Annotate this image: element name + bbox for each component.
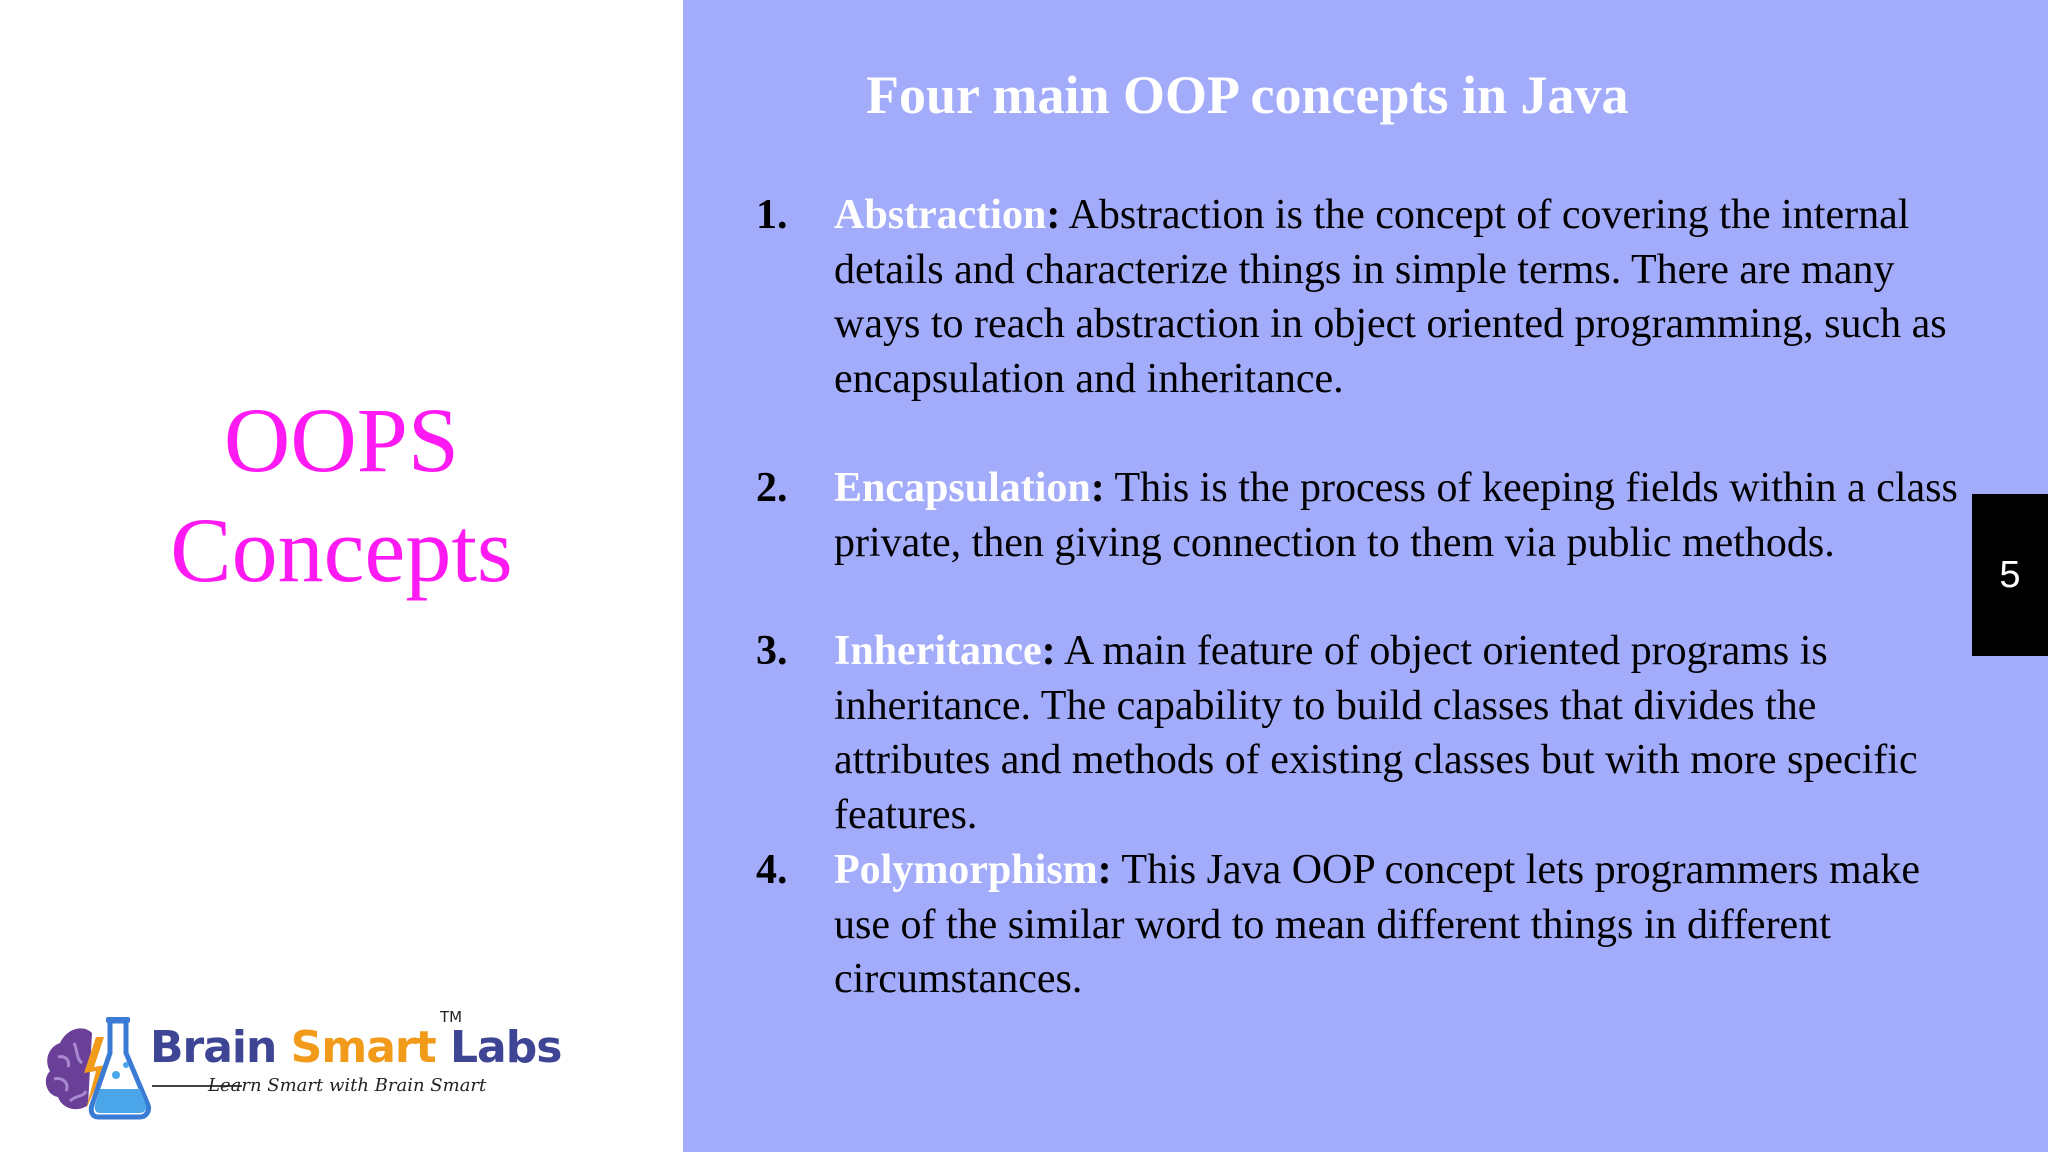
side-title — [0, 385, 683, 605]
logo-word-labs: Labs — [449, 1022, 562, 1073]
concept-body — [834, 624, 1971, 842]
concept-term: Abstraction — [834, 192, 1047, 238]
concept-text: Abstraction is the concept of covering the internal details and characterize things in simple terms. There are many ways to reach abstraction in object oriented programming, such as encapsulation and inheritance. — [834, 192, 1947, 402]
concept-body — [834, 188, 1971, 406]
concept-item-abstraction — [756, 188, 1971, 406]
concept-text: This is the process of keeping fields within a class private, then giving connection to them via public methods. — [834, 465, 1958, 566]
concept-number: 4. — [756, 847, 788, 893]
content-panel — [683, 0, 2048, 1152]
concept-term: Polymorphism — [834, 847, 1098, 893]
left-panel — [0, 0, 683, 1152]
concept-colon: : — [1041, 628, 1056, 674]
logo-trademark: TM — [440, 1008, 463, 1026]
concept-item-polymorphism — [756, 843, 1971, 1007]
concept-number: 3. — [756, 628, 788, 674]
concept-term: Inheritance — [834, 628, 1042, 674]
side-title-line1: OOPS — [223, 389, 460, 491]
concept-number: 1. — [756, 192, 788, 238]
logo-wordmark — [150, 1023, 561, 1073]
side-title-line2: Concepts — [170, 499, 513, 601]
logo-word-brain: Brain — [150, 1022, 277, 1073]
slide-title: Four main OOP concepts in Java — [866, 65, 1629, 125]
concept-item-encapsulation — [756, 461, 1971, 570]
logo-tagline: Learn Smart with Brain Smart — [208, 1075, 487, 1096]
concept-body — [834, 461, 1971, 570]
concept-colon: : — [1090, 465, 1105, 511]
concept-colon: : — [1046, 192, 1061, 238]
logo-word-smart: Smart — [290, 1022, 436, 1073]
page-number-badge: 5 — [1972, 494, 2048, 656]
concept-colon: : — [1097, 847, 1112, 893]
concept-number: 2. — [756, 465, 788, 511]
concept-body — [834, 843, 1971, 1007]
concept-item-inheritance — [756, 624, 1971, 842]
concept-text: This Java OOP concept lets programmers make use of the similar word to mean different things in different circumstances. — [834, 847, 1920, 1002]
brain-smart-labs-logo — [40, 1005, 562, 1125]
concept-term: Encapsulation — [834, 465, 1091, 511]
brain-flask-icon — [40, 1013, 160, 1123]
concept-text: A main feature of object oriented programs is inheritance. The capability to build classes that divides the attributes and methods of existing classes but with more specific features. — [834, 628, 1918, 838]
